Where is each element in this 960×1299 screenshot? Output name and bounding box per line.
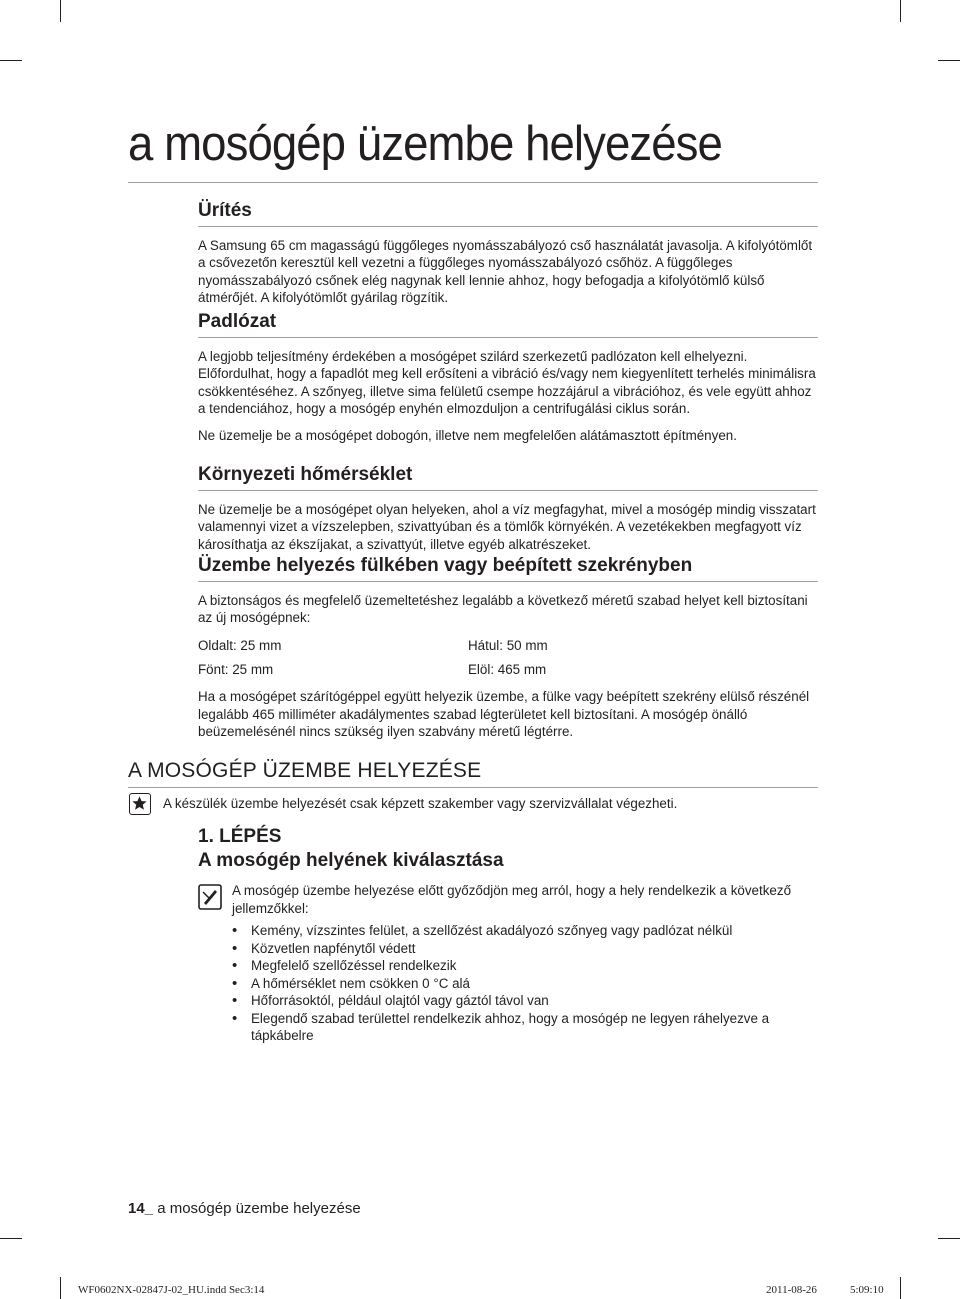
clearance-side: Oldalt: 25 mm <box>198 638 282 653</box>
list-item: • A hőmérséklet nem csökken 0 °C alá <box>232 975 822 993</box>
crop-mark <box>60 0 61 22</box>
crop-mark <box>0 1238 22 1239</box>
note-intro: A mosógép üzembe helyezése előtt győződjön meg arról, hogy a hely rendelkezik a következő jellemzőkkel: <box>232 883 792 916</box>
list-item: • Közvetlen napfénytől védett <box>232 940 822 958</box>
list-item: • Megfelelő szellőzéssel rendelkezik <box>232 957 822 975</box>
page-footer <box>128 1200 361 1217</box>
section-heading: Környezeti hőmérséklet <box>198 464 818 491</box>
crop-mark <box>900 0 901 22</box>
section-heading: Padlózat <box>198 311 818 338</box>
section-uritas <box>198 200 818 307</box>
crop-mark <box>938 60 960 61</box>
section-text: A biztonságos és megfelelő üzemeltetéshez legalább a következő méretű szabad helyet kell biztosítani az új mosógépnek: <box>198 592 808 626</box>
note-block <box>232 882 822 917</box>
section-text: Ne üzemelje be a mosógépet dobogón, illetve nem megfelelően alátámasztott építményen. <box>198 427 737 443</box>
caution-text: A készülék üzembe helyezését csak képzett szakember vagy szervizvállalat végezheti. <box>163 796 678 811</box>
section-text: A Samsung 65 cm magasságú függőleges nyomásszabályozó cső használatát javasolja. A kifolyótömlőt a csővezetőn keresztül kell vezetni a függőleges nyomásszabályozó csőhöz. A függőleges nyomásszabályozó csőnek elég nagynak kell lennie ahhoz, hogy befogadja a kifolyótömlő külső átmérőjét. A kifolyótömlőt gyárilag rögzítik. <box>198 237 813 306</box>
section-text: Ha a mosógépet szárítógéppel együtt helyezik üzembe, a fülke vagy beépített szekrény elülső részénél legalább 465 milliméter akadálymentes szabad légterületet kell biztosítani. A mosógép önálló beüzemelésénél nincs szükség ilyen szabvány méretű légtérre. <box>198 689 810 739</box>
install-heading: A MOSÓGÉP ÜZEMBE HELYEZÉSE <box>128 759 818 788</box>
list-item: • Kemény, vízszintes felület, a szellőzést akadályozó szőnyeg vagy padlózat nélkül <box>232 922 822 940</box>
slug-date: 2011-08-26 <box>766 1284 817 1296</box>
clearance-front: Elöl: 465 mm <box>468 662 547 677</box>
section-fulke-cont <box>198 688 818 741</box>
section-text: Ne üzemelje be a mosógépet olyan helyeken, ahol a víz megfagyhat, mivel a mosógép mindig visszatart valamennyi vizet a vízszelepben, szivattyúban és a tömlők környékén. A vezetékekben megfagyott víz károsíthatja az ékszíjakat, a szivattyút, illetve egyéb alkatrészeket. <box>198 501 816 552</box>
section-padlozat <box>198 311 818 444</box>
requirements-list <box>232 922 822 1045</box>
page-footer-label: a mosógép üzembe helyezése <box>153 1200 361 1217</box>
crop-mark <box>938 1238 960 1239</box>
section-heading: Üzembe helyezés fülkében vagy beépített szekrényben <box>198 555 818 582</box>
section-fulke <box>198 555 818 627</box>
title-rule <box>128 182 818 183</box>
step-subtitle: A mosógép helyének kiválasztása <box>198 850 504 871</box>
clearance-top: Fönt: 25 mm <box>198 662 274 677</box>
page-number: 14_ <box>128 1200 154 1217</box>
note-pencil-icon <box>198 884 222 910</box>
section-text: A legjobb teljesítmény érdekében a mosógépet szilárd szerkezetű padlózaton kell elhelyezni. Előfordulhat, hogy a fapadlót meg kell erősíteni a vibráció és/vagy nem kiegyenlített terhelés minimálisra csökkentéséhez. A szőnyeg, illetve sima felületű csempe hozzájárul a vibrációhoz, és vele együtt ahhoz a tendenciához, hogy a mosógép enyhén elmozduljon a centrifugálási ciklus során. <box>198 348 816 417</box>
section-kornyezeti <box>198 464 818 553</box>
list-item: • Elegendő szabad területtel rendelkezik ahhoz, hogy a mosógép ne legyen ráhelyezve a tápkábelre <box>232 1010 822 1045</box>
section-heading: Ürítés <box>198 200 818 227</box>
list-item: • Hőforrásoktól, például olajtól vagy gáztól távol van <box>232 992 822 1010</box>
page-title: a mosógép üzembe helyezése <box>128 117 722 171</box>
slug-time: 5:09:10 <box>850 1284 884 1296</box>
slug-file: WF0602NX-02847J-02_HU.indd Sec3:14 <box>78 1284 265 1296</box>
caution-star-icon <box>129 793 151 815</box>
step-title: 1. LÉPÉS <box>198 826 282 847</box>
crop-mark <box>60 1277 61 1299</box>
clearance-back: Hátul: 50 mm <box>468 638 548 653</box>
crop-mark <box>900 1277 901 1299</box>
crop-mark <box>0 60 22 61</box>
